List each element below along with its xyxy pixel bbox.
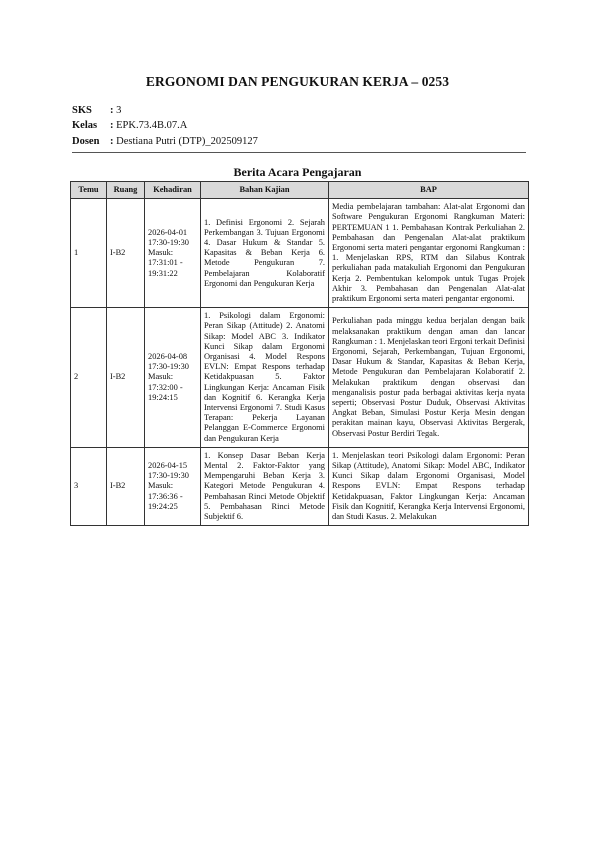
cell-temu: 1	[71, 199, 107, 308]
sks-label: SKS	[72, 105, 92, 116]
sks-colon: :	[110, 105, 117, 116]
cell-kehadiran: 2026-04-08 17:30-19:30 Masuk: 17:32:00 - 19:24:15	[145, 308, 201, 448]
sks-value: 3	[116, 105, 122, 116]
kelas-value: EPK.73.4B.07.A	[116, 120, 188, 131]
sks-line	[72, 104, 121, 118]
dosen-colon: :	[110, 136, 117, 147]
header-bahan-kajian: Bahan Kajian	[201, 182, 329, 199]
dosen-label: Dosen	[72, 136, 100, 147]
table-row	[71, 308, 529, 448]
dosen-value: Destiana Putri (DTP)_202509127	[116, 136, 258, 147]
header-bap: BAP	[329, 182, 529, 199]
header-temu: Temu	[71, 182, 107, 199]
header-divider	[72, 152, 526, 153]
cell-bahan-kajian: 1. Konsep Dasar Beban Kerja Mental 2. Faktor-Faktor yang Mempengaruhi Beban Kerja 3. Kategori Metode Pengukuran 4. Pembahasan Rinci Metode Objektif 5. Pembahasan Rinci Metode Subjektif 6.	[201, 447, 329, 525]
dosen-line	[72, 135, 258, 149]
cell-kehadiran: 2026-04-15 17:30-19:30 Masuk: 17:36:36 - 19:24:25	[145, 447, 201, 525]
kelas-line	[72, 119, 187, 133]
table-row	[71, 447, 529, 525]
cell-temu: 2	[71, 308, 107, 448]
cell-bap: Media pembelajaran tambahan: Alat-alat Ergonomi dan Software Pengukuran Ergonomi Rangkuman Materi: PERTEMUAN 1 1. Pembahasan Kontrak Perkuliahan 2. Pembahasan dan Pengenalan Alat-alat praktikum Ergonomi serta materi pengantar ergonomi Rangkuman : 1. Menjelaskan RPS, RTM dan Silabus Kontrak perkuliahan pada matakuliah Ergonomi dan Pengukuran Kerja 2. Pembentukan kelompok untuk Tugas Projek Akhir 3. Pembahasan dan Pengenalan Alat-alat praktikum Ergonomi serta materi pengantar ergonomi.	[329, 199, 529, 308]
cell-kehadiran: 2026-04-01 17:30-19:30 Masuk: 17:31:01 - 19:31:22	[145, 199, 201, 308]
cell-bahan-kajian: 1. Psikologi dalam Ergonomi: Peran Sikap (Attitude) 2. Anatomi Sikap: Model ABC 3. Indikator Kunci Sikap dalam Ergonomi Organisasi 4. Model Respons EVLN: Empat Respons terhadap Ketidakpuasan 5. Faktor Lingkungan Kerja: Ancaman Fisik dan Kognitif 6. Kerangka Kerja Intervensi Ergonomi 7. Studi Kasus Terapan: Pekerja Layanan Pelanggan E-Commerce Ergonomi dan Pengukuran Kerja	[201, 308, 329, 448]
cell-bap: 1. Menjelaskan teori Psikologi dalam Ergonomi: Peran Sikap (Attitude), Anatomi Sikap: Model ABC, Indikator Kunci Sikap dalam Ergonomi Organisasi, Model Respons EVLN: Empat Respons terhadap Ketidakpuasan, Faktor Lingkungan Kerja: Ancaman Fisik dan Kognitif, Kerangka Kerja Intervensi Ergonomi, dan Studi Kasus. 2. Melakukan	[329, 447, 529, 525]
cell-ruang: I-B2	[107, 199, 145, 308]
cell-ruang: I-B2	[107, 308, 145, 448]
header-ruang: Ruang	[107, 182, 145, 199]
section-title: Berita Acara Pengajaran	[233, 165, 362, 179]
table-header-row	[71, 182, 529, 199]
course-title: ERGONOMI DAN PENGUKURAN KERJA – 0253	[145, 74, 450, 89]
kelas-colon: :	[110, 120, 117, 131]
cell-temu: 3	[71, 447, 107, 525]
cell-bap: Perkuliahan pada minggu kedua berjalan dengan baik melaksanakan praktikum dengan aman dan lancar Rangkuman : 1. Menjelaskan teori Ergoni terkait Definisi Ergonomi, Sejarah, Perkembangan, Tujuan Ergonomi, Dasar Hukum & Standar, Kapasitas & Beban Kerja, Metode Pengukuran dan Pembelajaran Kolaboratif 2. Melakukan praktikum dengan observasi dan menganalisis postur pada berbagai aktivitas kerja nyata seperti; Observasi Postur Duduk, Observasi Aktivitas Angkat Beban, Simulasi Postur Kerja Mesin dengan perakitan mainan kayu, Observasi Aktivitas Bergerak, Observasi Postur Berdiri Tegak.	[329, 308, 529, 448]
header-kehadiran: Kehadiran	[145, 182, 201, 199]
cell-ruang: I-B2	[107, 447, 145, 525]
bap-table	[70, 181, 529, 526]
table-row	[71, 199, 529, 308]
kelas-label: Kelas	[72, 120, 98, 131]
cell-bahan-kajian: 1. Definisi Ergonomi 2. Sejarah Perkembangan 3. Tujuan Ergonomi 4. Dasar Hukum & Standar 5. Kapasitas & Beban Kerja 6. Metode Pengukuran 7. Pembelajaran Kolaboratif Ergonomi dan Pengukuran Kerja	[201, 199, 329, 308]
